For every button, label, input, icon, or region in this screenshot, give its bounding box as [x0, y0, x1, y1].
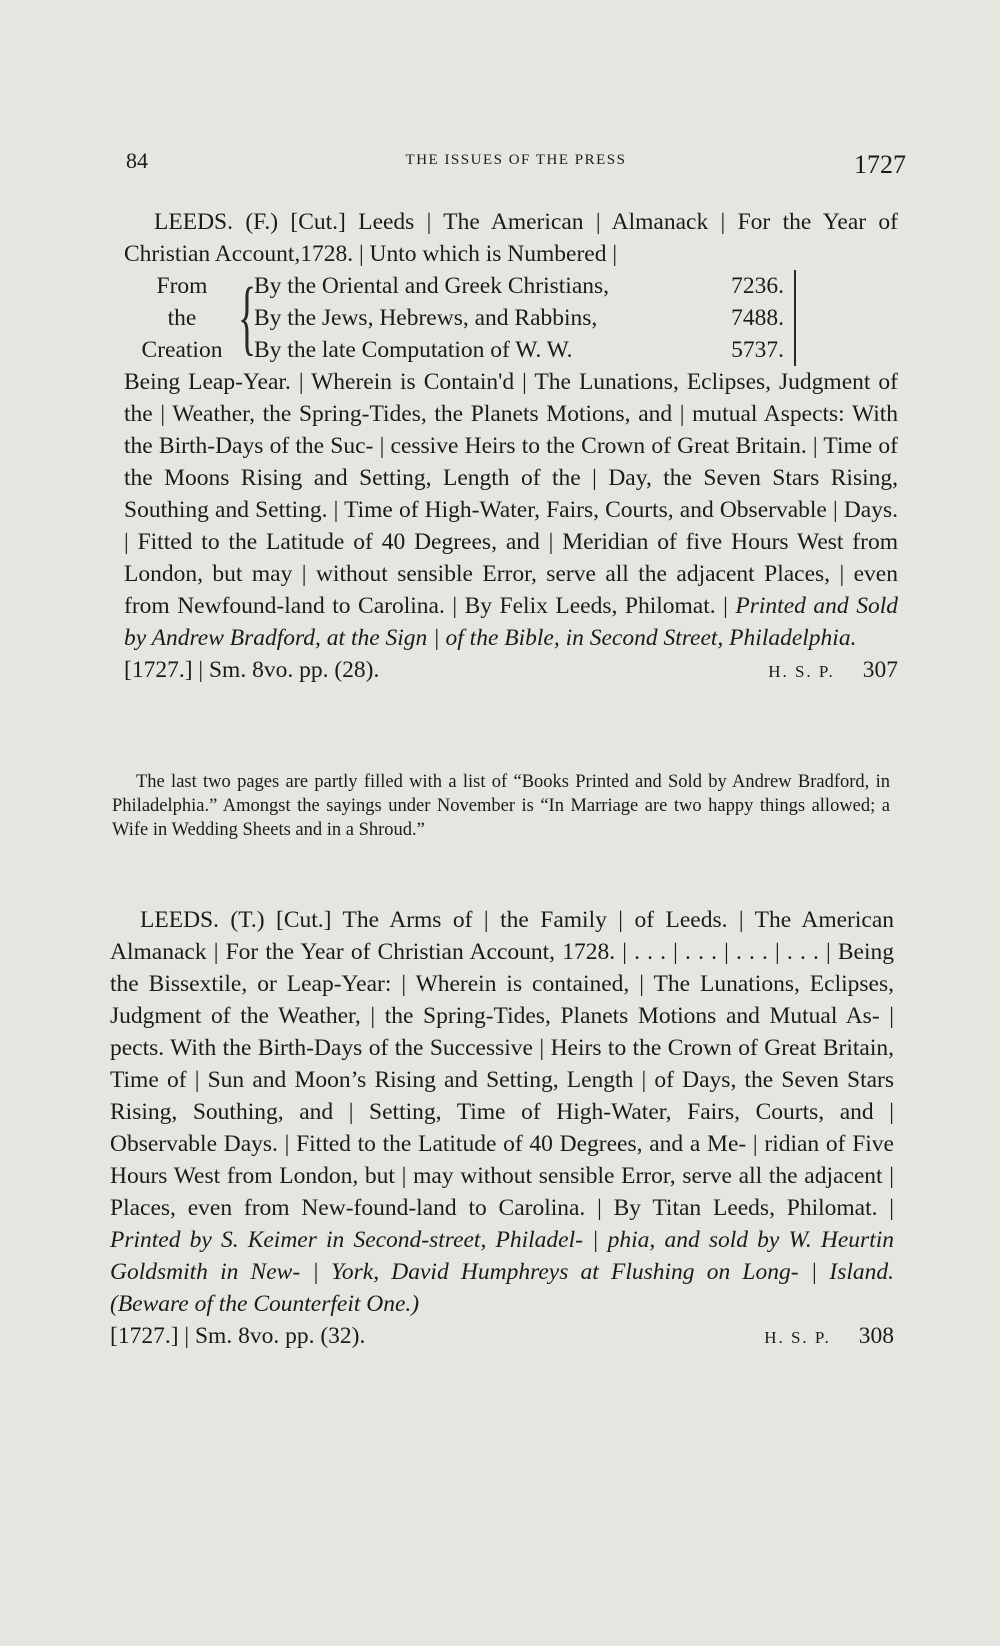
entry-felix-leeds — [124, 206, 898, 688]
vertical-rule — [794, 270, 796, 366]
note-text: The last two pages are partly filled with a list of “Books Printed and Sold by Andrew Bradford, in Philadelphia.” Amongst the sayings under November is “In Marriage are two happy things allowed; a Wife in Wedding Sheets and in a Shroud.” — [112, 772, 890, 840]
era-label-line: From — [156, 273, 208, 299]
era-row-year: 7488. — [731, 305, 784, 331]
era-computation-table — [132, 270, 898, 366]
era-row-year: 5737. — [731, 337, 784, 363]
entry-number: 307 — [862, 657, 898, 683]
page-header — [126, 148, 906, 188]
entry-imprint: Printed and Sold by Andrew Bradford, at the Sign | of the Bible, in Second Street, Philadelphia. — [124, 593, 898, 651]
era-row — [254, 270, 784, 302]
entry-note — [112, 770, 890, 842]
library-code: H. S. P. — [768, 662, 835, 681]
entry-body — [110, 904, 894, 1320]
page-number: 84 — [126, 148, 148, 173]
era-row — [254, 334, 784, 366]
era-row-text: By the late Computation of W. W. — [254, 337, 573, 363]
entry-collation: [1727.] | Sm. 8vo. pp. (32). — [110, 1323, 366, 1349]
era-row — [254, 302, 784, 334]
counterfeit-warning: (Beware of the Counterfeit One.) — [110, 1291, 420, 1317]
entry-titan-leeds — [110, 904, 894, 1354]
era-label-line: Creation — [141, 337, 223, 363]
era-label — [132, 270, 232, 366]
entry-number: 308 — [858, 1323, 894, 1349]
era-label-line: the — [167, 305, 197, 331]
entry-imprint: Printed by S. Keimer in Second-street, Philadel- | phia, and sold by W. Heurtin Goldsmith in New- | York, David Humphreys at Flushing on Long- | Island. — [110, 1227, 894, 1285]
entry-body — [124, 366, 898, 654]
entry-opening: LEEDS. (F.) [Cut.] Leeds | The American | Almanack | For the Year of Christian Account,1728. | Unto which is Numbered | — [124, 209, 898, 267]
entry-collation: [1727.] | Sm. 8vo. pp. (28). — [124, 657, 380, 683]
entry-reference — [768, 654, 898, 688]
brace-glyph: { — [238, 271, 257, 364]
entry-reference — [764, 1320, 894, 1354]
entry-body-text: LEEDS. (T.) [Cut.] The Arms of | the Family | of Leeds. | The American Almanack | For the Year of Christian Account, 1728. | . . . | . . . | . . . | . . . | Being the Bissextile, or Leap-Year: | Wherein is contained, | The Lunations, Eclipses, Judgment of the Weather, | the Spring-Tides, Planets Motions and Mutual As- | pects. With the Birth-Days of the Successive | Heirs to the Crown of Great Britain, Time of | Sun and Moon’s Rising and Setting, Length | of Days, the Seven Stars Rising, Southing, and | Setting, Time of High-Water, Fairs, Courts, and | Observable Days. | Fitted to the Latitude of 40 Degrees, and a Me- | ridian of Five Hours West from London, but | may without sensible Error, serve all the adjacent | Places, even from New-found-land to Carolina. | By Titan Leeds, Philomat. | — [110, 907, 894, 1221]
entry-reference-row — [110, 1320, 894, 1354]
era-row-year: 7236. — [731, 273, 784, 299]
running-title: THE ISSUES OF THE PRESS — [405, 152, 627, 168]
header-year: 1727 — [854, 150, 906, 179]
era-rows — [254, 270, 784, 366]
era-row-text: By the Jews, Hebrews, and Rabbins, — [254, 305, 598, 331]
entry-body-text: Being Leap-Year. | Wherein is Contain'd | The Lunations, Eclipses, Judgment of the | Weather, the Spring-Tides, the Planets Motions, and | mutual Aspects: With the Birth-Days of the Suc- | cessive Heirs to the Crown of Great Britain. | Time of the Moons Rising and Setting, Length of the | Day, the Seven Stars Rising, Southing and Setting. | Time of High-Water, Fairs, Courts, and Observable | Days. | Fitted to the Latitude of 40 Degrees, and | Meridian of five Hours West from London, but may | without sensible Error, serve all the adjacent Places, | even from Newfound-land to Carolina. | By Felix Leeds, Philomat. | — [124, 369, 898, 619]
entry-reference-row — [124, 654, 898, 688]
library-code: H. S. P. — [764, 1328, 831, 1347]
era-row-text: By the Oriental and Greek Christians, — [254, 273, 610, 299]
